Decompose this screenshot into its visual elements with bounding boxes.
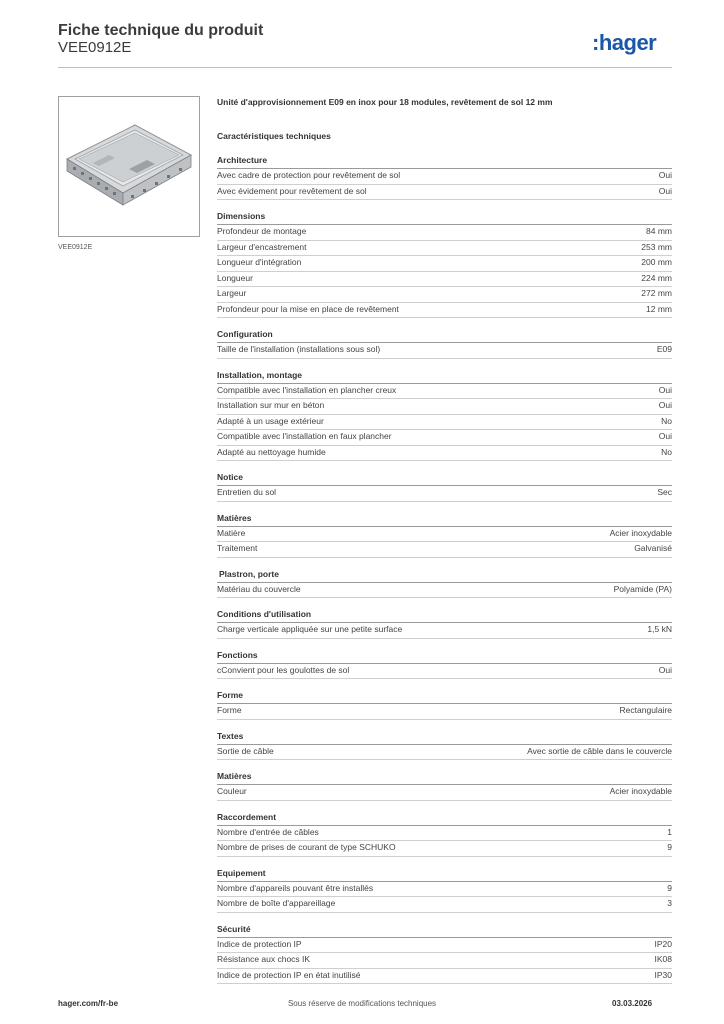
spec-row [217,185,672,201]
section-title: Notice [217,471,672,486]
spec-row [217,272,672,288]
spec-value: Galvanisé [634,543,672,553]
spec-row [217,704,672,720]
section-title: Equipement [217,867,672,882]
spec-value: E09 [656,344,672,354]
spec-label: Traitement [217,543,258,553]
spec-value: Acier inoxydable [609,786,672,796]
spec-row [217,623,672,639]
spec-sections [217,154,672,984]
spec-value: IP20 [654,938,672,949]
spec-row [217,938,672,954]
spec-value: Oui [658,431,672,441]
spec-value: 9 [667,882,672,893]
section-title: Raccordement [217,811,672,826]
spec-label: Nombre de boîte d'appareillage [217,898,336,908]
spec-row [217,882,672,898]
spec-row [217,583,672,599]
spec-value: 9 [667,842,672,852]
spec-value: IK08 [654,954,672,964]
floor-box-illustration [59,97,199,236]
footer-website[interactable]: hager.com/fr-be [58,999,119,1008]
spec-label: Charge verticale appliquée sur une petite surface [217,624,403,634]
spec-row [217,343,672,359]
section-title: Fonctions [217,649,672,664]
spec-row [217,953,672,969]
spec-label: Avec évidement pour revêtement de sol [217,185,367,196]
spec-value: Acier inoxydable [609,527,672,538]
spec-label: Longueur d'intégration [217,257,302,267]
section-title: Architecture [217,154,672,169]
spec-row [217,745,672,761]
spec-label: Indice de protection IP [217,938,302,949]
spec-row [217,826,672,842]
spec-label: Matière [217,527,246,538]
section-title: Matières [217,770,672,785]
spec-value: Oui [658,400,672,410]
section-title: Configuration [217,328,672,343]
spec-row [217,897,672,913]
spec-row [217,430,672,446]
spec-row [217,287,672,303]
spec-value: Avec sortie de câble dans le couvercle [527,745,672,756]
spec-value: Oui [658,170,672,180]
spec-label: Résistance aux chocs IK [217,954,311,964]
spec-row [217,384,672,400]
spec-value: 1 [667,826,672,837]
spec-row [217,169,672,185]
spec-label: Nombre d'entrée de câbles [217,826,319,837]
spec-label: Adapté à un usage extérieur [217,415,324,426]
spec-label: Matériau du couvercle [217,583,301,594]
spec-row [217,399,672,415]
spec-label: Profondeur de montage [217,226,307,236]
spec-label: Longueur [217,272,253,283]
spec-value: Polyamide (PA) [613,583,672,594]
section-title: Installation, montage [217,369,672,384]
spec-row [217,969,672,985]
spec-value: 200 mm [641,257,672,267]
spec-label: Avec cadre de protection pour revêtement de sol [217,170,401,180]
footer-notice: Sous réserve de modifications techniques [287,999,437,1008]
spec-content [217,96,672,984]
spec-row [217,785,672,801]
spec-value: 253 mm [641,241,672,252]
product-image-caption: VEE0912E [58,244,93,251]
spec-row [217,303,672,319]
spec-value: 12 mm [646,303,672,314]
spec-value: No [661,415,672,426]
spec-label: Couleur [217,786,247,796]
product-description: Unité d'approvisionnement E09 en inox pour 18 modules, revêtement de sol 12 mm [217,97,553,107]
spec-label: Sortie de câble [217,745,274,756]
spec-heading: Caractéristiques techniques [217,131,331,141]
spec-label: Indice de protection IP en état inutilisé [217,969,361,980]
spec-row [217,542,672,558]
section-title: Dimensions [217,210,672,225]
spec-row [217,664,672,680]
spec-value: 3 [667,898,672,908]
spec-label: Compatible avec l'installation en plancher creux [217,384,397,395]
spec-row [217,256,672,272]
section-title: Textes [217,730,672,745]
page-title: Fiche technique du produit [58,22,264,39]
spec-row [217,225,672,241]
spec-row [217,841,672,857]
product-image [58,96,200,237]
spec-row [217,446,672,462]
spec-label: Forme [217,705,242,715]
spec-value: Sec [657,487,672,497]
section-title: Conditions d'utilisation [217,608,672,623]
spec-label: Compatible avec l'installation en faux plancher [217,431,392,441]
spec-label: Largeur d'encastrement [217,241,307,252]
spec-row [217,415,672,431]
spec-label: cConvient pour les goulottes de sol [217,664,350,675]
spec-label: Nombre de prises de courant de type SCHUKO [217,842,396,852]
spec-value: Oui [658,185,672,196]
spec-label: Largeur [217,288,247,298]
spec-label: Adapté au nettoyage humide [217,446,326,457]
spec-value: Rectangulaire [619,705,672,715]
section-title: Matières [217,512,672,527]
spec-value: IP30 [654,969,672,980]
spec-value: 224 mm [641,272,672,283]
spec-value: 272 mm [641,288,672,298]
spec-row [217,527,672,543]
spec-label: Profondeur pour la mise en place de revêtement [217,303,399,314]
hager-logo: :hager [592,30,657,55]
spec-value: No [661,446,672,457]
spec-value: Oui [658,664,672,675]
spec-value: 1,5 kN [647,624,672,634]
spec-label: Nombre d'appareils pouvant être installés [217,882,374,893]
section-title: Forme [217,689,672,704]
spec-row [217,241,672,257]
header-divider [58,67,672,68]
section-title: Sécurité [217,923,672,938]
spec-label: Installation sur mur en béton [217,400,325,410]
footer-date: 03.03.2026 [612,999,653,1008]
spec-value: Oui [658,384,672,395]
spec-row [217,486,672,502]
section-title: Plastron, porte [217,568,672,583]
spec-label: Entretien du sol [217,487,277,497]
spec-value: 84 mm [646,226,672,236]
spec-label: Taille de l'installation (installations sous sol) [217,344,381,354]
product-reference: VEE0912E [58,39,132,56]
